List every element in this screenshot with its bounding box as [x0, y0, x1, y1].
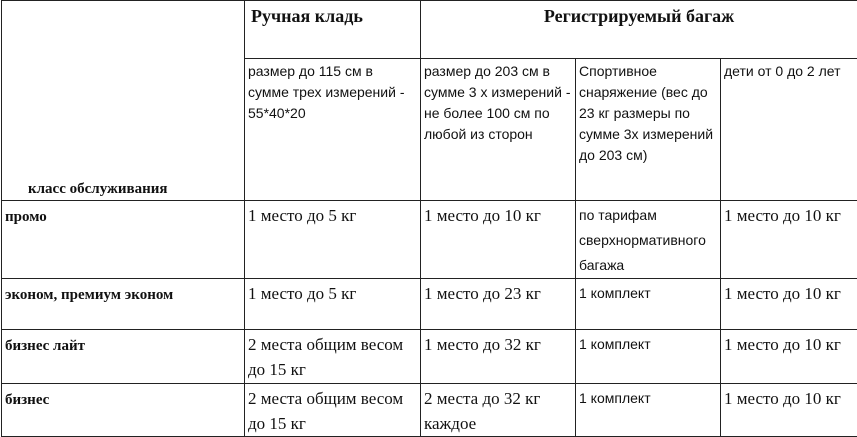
sport-equipment-cell: 1 комплект [576, 384, 721, 437]
baggage-allowance-table [1, 0, 857, 437]
checked-baggage-cell: 2 места до 32 кг каждое [421, 384, 576, 437]
hand-luggage-size-subheader: размер до 115 см в сумме трех измерений - 55*40*20 [245, 59, 421, 201]
row-label: эконом, премиум эконом [2, 279, 245, 330]
hand-luggage-cell: 2 места общим весом до 15 кг [245, 384, 421, 437]
checked-baggage-cell: 1 место до 23 кг [421, 279, 576, 330]
row-label: промо [2, 201, 245, 279]
checked-baggage-size-subheader: размер до 203 см в сумме 3 х измерений - не более 100 см по любой из сторон [421, 59, 576, 201]
checked-baggage-header: Регистрируемый багаж [421, 1, 857, 59]
service-class-header: класс обслуживания [2, 1, 245, 201]
hand-luggage-cell: 1 место до 5 кг [245, 201, 421, 279]
group-header-row [2, 1, 857, 59]
sport-equipment-subheader: Спортивное снаряжение (вес до 23 кг размеры по сумме 3х измерений до 203 см) [576, 59, 721, 201]
kids-cell: 1 место до 10 кг [721, 279, 857, 330]
sport-equipment-cell: 1 комплект [576, 279, 721, 330]
sport-equipment-cell: 1 комплект [576, 330, 721, 384]
row-label: бизнес [2, 384, 245, 437]
checked-baggage-cell: 1 место до 10 кг [421, 201, 576, 279]
kids-cell: 1 место до 10 кг [721, 201, 857, 279]
row-label: бизнес лайт [2, 330, 245, 384]
hand-luggage-cell: 2 места общим весом до 15 кг [245, 330, 421, 384]
kids-cell: 1 место до 10 кг [721, 330, 857, 384]
table-row [2, 330, 857, 384]
checked-baggage-cell: 1 место до 32 кг [421, 330, 576, 384]
sport-equipment-cell: по тарифам сверхнормативного багажа [576, 201, 721, 279]
table-row [2, 201, 857, 279]
table-row [2, 279, 857, 330]
kids-subheader: дети от 0 до 2 лет [721, 59, 857, 201]
kids-cell: 1 место до 10 кг [721, 384, 857, 437]
hand-luggage-header: Ручная кладь [245, 1, 421, 59]
hand-luggage-cell: 1 место до 5 кг [245, 279, 421, 330]
table-row [2, 384, 857, 437]
